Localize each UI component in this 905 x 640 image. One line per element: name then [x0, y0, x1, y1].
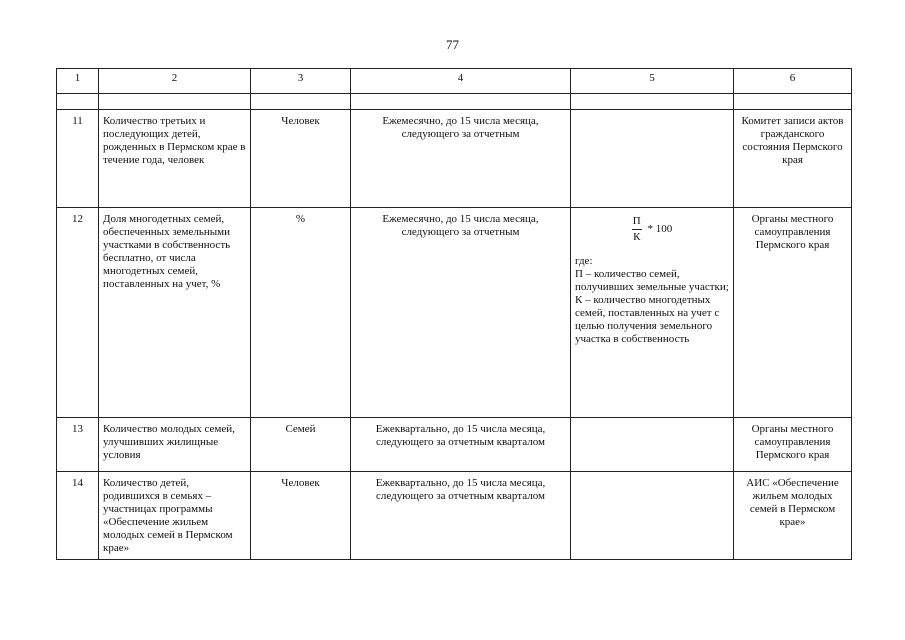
unit: Человек: [251, 472, 351, 560]
calculation-cell: [571, 208, 734, 418]
formula-numerator: П: [632, 215, 641, 227]
calculation-cell: [571, 418, 734, 472]
row-number: 11: [57, 110, 99, 208]
empty-cell: [99, 94, 251, 110]
formula-notes: [575, 255, 729, 346]
empty-cell: [734, 94, 852, 110]
data-source: Органы местного самоуправления Пермского края: [734, 208, 852, 418]
column-header: 1: [57, 69, 99, 94]
column-header: 3: [251, 69, 351, 94]
data-source: АИС «Обеспечение жильем молодых семей в Пермском крае»: [734, 472, 852, 560]
reporting-period: Ежемесячно, до 15 числа месяца, следующего за отчетным: [351, 110, 571, 208]
data-source: Комитет записи актов гражданского состояния Пермского края: [734, 110, 852, 208]
table-row: [57, 208, 852, 418]
formula-k-definition: К – количество многодетных семей, поставленных на учет с целью получения земельного участка в собственность: [575, 294, 720, 345]
page-number: 77: [446, 37, 459, 52]
calculation-cell: [571, 110, 734, 208]
calculation-cell: [571, 472, 734, 560]
data-source: Органы местного самоуправления Пермского края: [734, 418, 852, 472]
reporting-period: Ежемесячно, до 15 числа месяца, следующего за отчетным: [351, 208, 571, 418]
indicator-name: Доля многодетных семей, обеспеченных земельными участками в собственность бесплатно, от числа многодетных семей, поставленных на учет, %: [99, 208, 251, 418]
formula-p-definition: П – количество семей, получивших земельные участки;: [575, 268, 729, 293]
row-number: 14: [57, 472, 99, 560]
indicator-name: Количество детей, родившихся в семьях – участницах программы «Обеспечение жильем молодых семей в Пермском крае»: [99, 472, 251, 560]
empty-cell: [571, 94, 734, 110]
table-row: [57, 110, 852, 208]
formula-multiplier: * 100: [647, 223, 673, 235]
reporting-period: Ежеквартально, до 15 числа месяца, следующего за отчетным кварталом: [351, 418, 571, 472]
table-header-row: [57, 69, 852, 94]
unit: %: [251, 208, 351, 418]
empty-cell: [57, 94, 99, 110]
indicator-name: Количество молодых семей, улучшивших жилищные условия: [99, 418, 251, 472]
column-header: 4: [351, 69, 571, 94]
empty-cell: [351, 94, 571, 110]
column-header: 6: [734, 69, 852, 94]
row-number: 12: [57, 208, 99, 418]
indicators-table: [56, 68, 852, 560]
formula-denominator: К: [633, 231, 641, 243]
unit: Человек: [251, 110, 351, 208]
table-row: [57, 418, 852, 472]
indicator-name: Количество третьих и последующих детей, рожденных в Пермском крае в течение года, человек: [99, 110, 251, 208]
formula: [575, 213, 729, 255]
empty-row: [57, 94, 852, 110]
empty-cell: [251, 94, 351, 110]
row-number: 13: [57, 418, 99, 472]
table-row: [57, 472, 852, 560]
column-header: 5: [571, 69, 734, 94]
formula-where: где:: [575, 255, 593, 267]
unit: Семей: [251, 418, 351, 472]
column-header: 2: [99, 69, 251, 94]
reporting-period: Ежеквартально, до 15 числа месяца, следующего за отчетным кварталом: [351, 472, 571, 560]
